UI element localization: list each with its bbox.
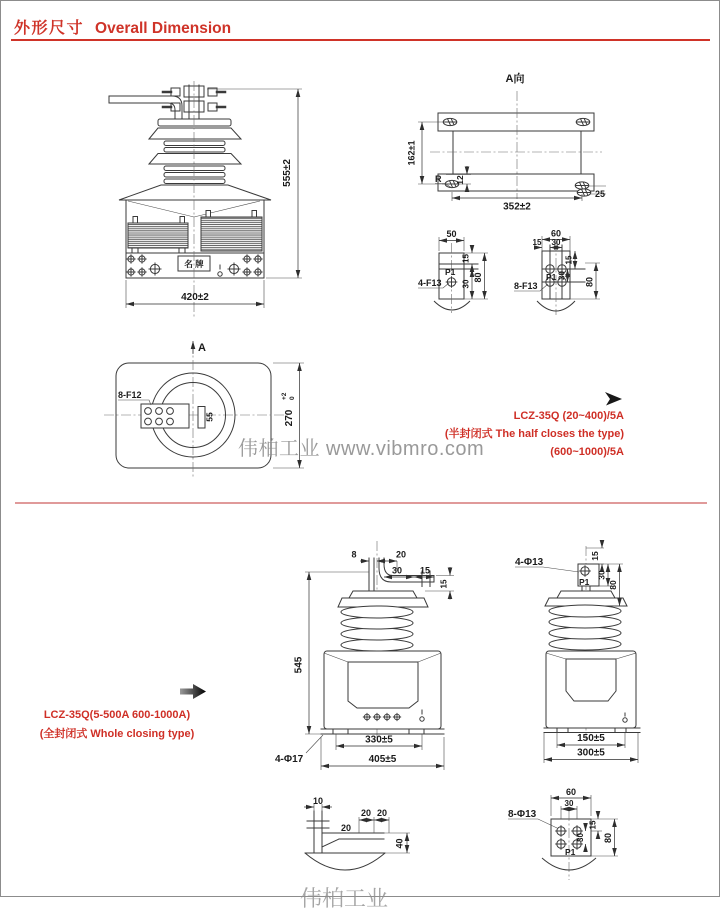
dim-270-tol-lower: 0	[289, 396, 296, 400]
dim-10: 10	[312, 796, 324, 806]
radius-label: R	[435, 174, 442, 184]
dim-405: 405±5	[368, 754, 397, 765]
terminal-p1-label: P1	[579, 577, 590, 587]
dim-50: 50	[446, 229, 457, 239]
dim-15: 15	[590, 551, 600, 561]
dim-30: 30	[461, 279, 471, 289]
view-a-label: A	[198, 342, 206, 354]
foot-detail-8phi13	[508, 787, 618, 880]
dim-15-right: 15	[564, 255, 574, 265]
dim-270-tol-upper: +2	[281, 392, 288, 400]
dim-545: 545	[293, 656, 305, 674]
hole-callout-8phi13: 8-Φ13	[508, 809, 537, 820]
hole-callout-8f12: 8-F12	[118, 390, 142, 400]
dim-a-view-height: 162±1	[406, 140, 417, 166]
whole-closed-side-drawing	[515, 540, 640, 763]
foot-detail-4f13	[418, 229, 488, 313]
model-line: (半封闭式 The half closes the type)	[444, 428, 624, 440]
dim-30-mid: 30	[576, 833, 585, 842]
dim-8: 8	[351, 549, 357, 560]
pointer-arrow-icon	[180, 683, 207, 700]
foot-detail-8f13	[514, 229, 600, 316]
dim-150: 150±5	[577, 733, 605, 744]
page-title-en: Overall Dimension	[95, 20, 232, 37]
dim-front-width: 420±2	[181, 292, 209, 303]
dim-20b: 20	[360, 808, 372, 818]
hole-callout-4f13: 4-F13	[418, 278, 442, 288]
dim-20c: 20	[376, 808, 388, 818]
model-line: (600~1000)/5A	[550, 446, 624, 458]
pointer-arrow-icon	[605, 391, 624, 407]
dim-55: 55	[204, 412, 215, 422]
terminal-p1-label: P1	[546, 272, 557, 282]
dim-60: 60	[565, 787, 577, 797]
watermark-bottom: 伟柏工业	[300, 886, 389, 911]
dim-80: 80	[584, 276, 595, 288]
model-note-whole-closed	[31, 706, 203, 744]
dim-30-mid: 30	[557, 271, 567, 280]
dim-20-mid: 20	[340, 823, 352, 833]
model-line: LCZ-35Q (20~400)/5A	[513, 410, 624, 422]
dim-30-top: 30	[551, 238, 561, 247]
dim-30-top: 30	[564, 799, 574, 808]
model-line: (全封闭式 Whole closing type)	[39, 728, 195, 740]
dim-80: 80	[608, 580, 618, 590]
dim-front-height: 555±2	[282, 159, 293, 187]
model-line: LCZ-35Q(5-500A 600-1000A)	[43, 709, 191, 721]
dim-300: 300±5	[577, 747, 605, 759]
hole-callout-8f13: 8-F13	[514, 281, 538, 291]
dim-270: 270	[284, 409, 295, 427]
a-view-title: A向	[505, 73, 525, 85]
dim-a-view-width: 352±2	[503, 201, 531, 213]
hole-callout-4phi17: 4-Φ17	[275, 754, 304, 765]
hole-callout-4phi13: 4-Φ13	[515, 557, 544, 568]
dim-15: 15	[588, 820, 598, 830]
dim-80: 80	[473, 272, 483, 283]
a-direction-view-drawing	[407, 71, 607, 213]
dim-20: 20	[395, 549, 407, 560]
watermark: 伟柏工业 www.vibmro.com	[238, 438, 485, 460]
dim-30: 30	[596, 570, 607, 580]
nameplate-label: 名 牌	[184, 259, 204, 269]
terminal-p1-label: P1	[565, 847, 576, 857]
dim-330: 330±5	[365, 734, 393, 746]
front-view-drawing	[109, 81, 302, 317]
dim-80: 80	[603, 832, 613, 844]
dim-15: 15	[461, 254, 471, 263]
page-title-zh: 外形尺寸	[14, 20, 85, 37]
whole-closed-front-drawing	[275, 541, 454, 770]
dim-60: 60	[550, 228, 562, 239]
dim-15b: 15	[439, 579, 449, 589]
dim-12: 12	[455, 175, 465, 185]
dim-15a: 15	[419, 565, 431, 576]
terminal-p1-label: P1	[445, 267, 456, 277]
dim-30: 30	[391, 565, 403, 576]
bracket-detail-drawing	[304, 796, 410, 870]
dim-40: 40	[394, 838, 405, 849]
section-divider	[15, 502, 707, 504]
dim-15-left: 15	[532, 238, 542, 247]
dim-25: 25	[595, 189, 606, 199]
